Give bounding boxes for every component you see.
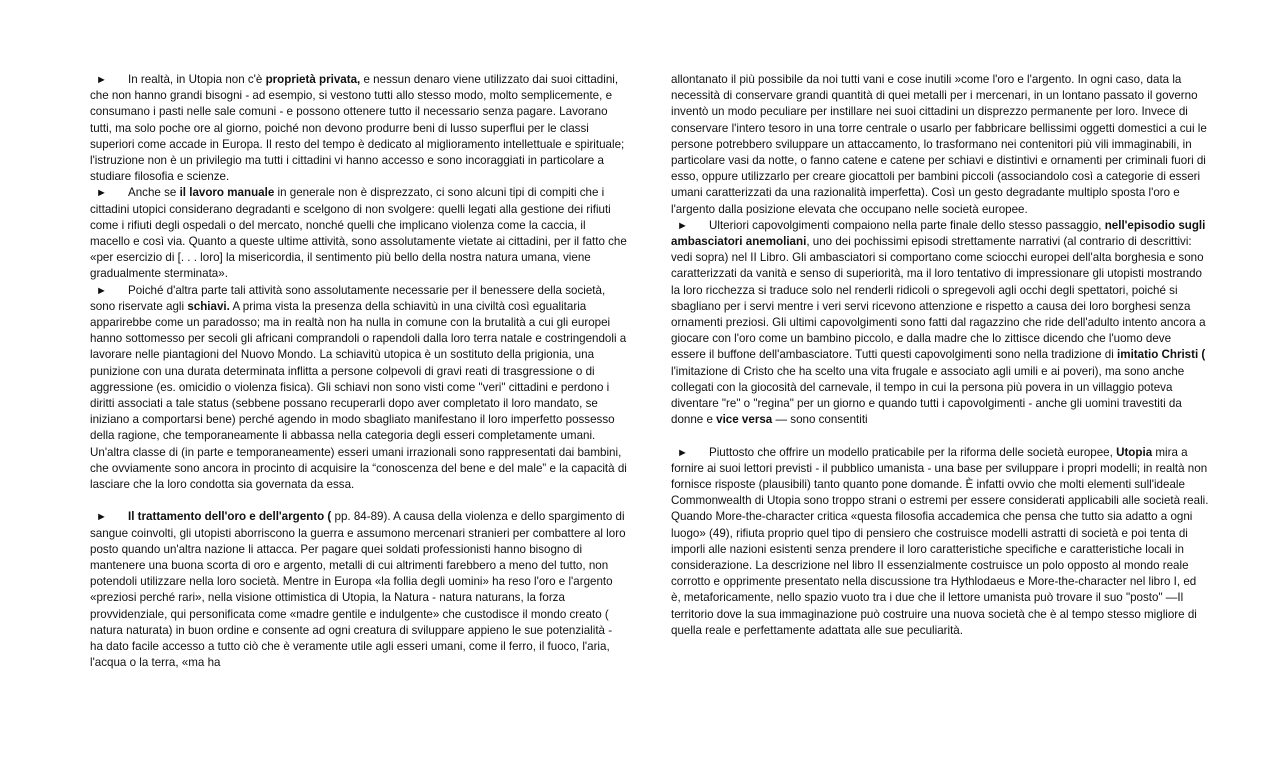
bullet-arrow-icon: ► — [96, 284, 107, 297]
text-run: A prima vista la presenza della schiavitù in una civiltà così egualitaria apparirebbe come un paradosso; ma in realtà non ha nulla in comune con la brutalità a cui gli europei hanno sottomesso per secoli gli africani comprandoli o rapendoli dalla loro terra natale e costringendoli a lavorare nelle piantagioni del Nuovo Mondo. La schiavitù utopica è un sostituto della prigionia, una punizione con una durata determinata inflitta a persone colpevoli di gravi reati di trasgressione o di aggressione (es. omicidio o violenza fisica). Gli schiavi non sono visti come "veri" cittadini e perdono i diritti associati a tale status (sebbene possano recuperarli dopo aver completato il loro mandato, se iniziano a comportarsi bene) perché agendo in modo sbagliato manifestano il loro imperfetto possesso della ragione, che temporaneamente li abbassa nella categoria degli esseri completamente umani. Un'altra classe di (in parte e temporaneamente) esseri umani irrazionali sono rappresentati dai bambini, che ovviamente sono ancora in procinto di acquisire la “conoscenza del bene e del male” e la capacità di lasciare che la loro condotta sia governata da essa. — [90, 299, 627, 492]
text-run: — sono consentiti — [772, 413, 868, 427]
right-column — [671, 72, 1209, 639]
text-run: e nessun denaro viene utilizzato dai suoi cittadini, che non hanno grandi bisogni - ad esempio, si vestono tutti allo stesso modo, molto semplicemente, e consumano i pasti nelle sale comuni - e possono ottenere tutto il necessario senza pagare. Lavorano tutti, ma solo poche ore al giorno, poiché non devono produrre beni di lusso superflui per le classi superiori come accade in Europa. Il resto del tempo è dedicato al miglioramento intellettuale e spirituale; l'istruzione non è un privilegio ma tutti i cittadini vi hanno accesso e sono incoraggiati in particolare a studiare filosofia e scienze. — [90, 73, 625, 184]
bold-text: imitatio Christi ( — [1117, 348, 1206, 362]
bullet-arrow-icon: ► — [96, 187, 107, 200]
bold-text: schiavi. — [187, 299, 230, 313]
left-column — [90, 72, 628, 672]
text-run: Ulteriori capovolgimenti compaiono nella parte finale dello stesso passaggio, — [709, 218, 1105, 232]
bullet-arrow-icon: ► — [96, 511, 107, 524]
bold-text: proprietà privata, — [265, 73, 361, 86]
text-run: Poiché d'altra parte tali attività sono assolutamente necessarie per il benessere della società, sono riservate agli — [90, 283, 606, 313]
bold-text: il lavoro manuale — [179, 186, 275, 200]
bullet-arrow-icon: ► — [677, 446, 688, 459]
text-run: Piuttosto che offrire un modello praticabile per la riforma delle società europee, — [709, 445, 1117, 459]
text-run: Anche se — [128, 186, 180, 200]
bullet-arrow-icon: ► — [677, 219, 688, 232]
paragraph-gap — [671, 428, 1209, 444]
bold-text: vice versa — [716, 413, 773, 427]
paragraph — [671, 218, 1209, 429]
text-run: allontanato il più possibile da noi tutti vani e cose inutili »come l'oro e l'argento. In ogni caso, data la necessità di conservare grandi quantità di quei metalli per i mercenari, in un lontano passato il governo inventò un modo peculiare per instillare nei suoi cittadini un disprezzo permanente per loro. Invece di conservare l'intero tesoro in una torre centrale o usarlo per fabbricare bellissimi oggetti domestici a cui le persone potrebbero sviluppare un attaccamento, lo trasformano nei contenitori più vili immaginabili, in particolare vasi da notte, o fanno catene e catene per schiavi e distintivi e ornamenti per criminali fuori di esso, oppure utilizzarlo per creare giocattoli per bambini piccoli (associandolo così a categorie di esseri umani caratterizzati da una razionalità imperfetta). Così un gesto degradante multiplo sposta l'oro e l'argento dalla posizione elevata che occupano nelle società europee. — [671, 73, 1207, 216]
text-run: mira a fornire ai suoi lettori previsti - il pubblico umanista - una base per sviluppare i propri modelli; in realtà non fornisce risposte (plausibili) tanto quanto pone domande. È infatti ovvio che molti elementi sull'ideale Commonwealth di Utopia sono troppo strani o estremi per essere considerati applicabili alle società reali. Quando More-the-character critica «questa filosofia accademica che pensa che tutto sia adatto a ogni luogo» (49), rifiuta proprio quel tipo di pensiero che costruisce modelli astratti di società e poi tenta di imporli alle nazioni esistenti senza prendere il loro caratteristiche specifiche e caratteristiche locali in considerazione. La descrizione nel libro II essenzialmente costruisce un polo opposto al mondo reale corrotto e opprimente presentato nella discussione tra Hythlodaeus e More-the-character nel libro I, ed è, metaforicamente, nello spazio vuoto tra i due che il lettore umanista può trovare il suo "posto" —Il territorio dove la sua immaginazione può costruire una nuova società che è al tempo stesso migliore di quella reale e perfettamente adattata alle sue peculiarità. — [671, 445, 1209, 637]
bold-text: nell'episodio sugli ambasciatori anemoliani — [671, 218, 1206, 249]
paragraph — [90, 72, 628, 185]
text-run: , uno dei pochissimi episodi strettamente narrativi (al contrario di descrittivi: vedi sopra) nel II Libro. Gli ambasciatori si comportano come sciocchi europei dell'alta borghesia e sono caratterizzati da vanità e senso di superiorità, ma il loro tentativo di impressionare gli utopisti mostrando la loro ricchezza si traduce solo nel renderli ridicoli o spregevoli agli occhi degli spettatori, poiché si sbagliano per i servi mentre i veri servi ricevono attenzione e rispetto a causa dei loro borghesi senza ornamenti preziosi. Gli ultimi capovolgimenti sono fatti dal ragazzino che ride dell'adulto intento ancora a giocare con l'oro come un bambino piccolo, e dalla madre che lo zittisce dicendo che l'uomo deve essere il buffone dell'ambasciatore. Tutti questi capovolgimenti sono nella tradizione di — [671, 235, 1206, 362]
text-run: in generale non è disprezzato, ci sono alcuni tipi di compiti che i cittadini utopici considerano degradanti e scelgono di non svolgere: quelli legati alla gestione dei rifiuti come i rifiuti degli ospedali o del mercato, nonché quelli che implicano violenza come la caccia, il macello e così via. Quanto a queste ultime attività, sono assolutamente vietate ai cittadini, per il fatto che «per esercizio di [. . . loro] la misericordia, il sentimento più bello della nostra natura umana, viene gradualmente sterminata». — [90, 186, 627, 281]
paragraph — [671, 445, 1209, 639]
bullet-arrow-icon: ► — [96, 74, 107, 86]
paragraph — [90, 509, 628, 671]
bold-text: Utopia — [1116, 445, 1153, 459]
text-run: l'imitazione di Cristo che ha scelto una vita frugale e associato agli umili e ai poveri), ma sono anche collegati con la giocosità del carnevale, il tempo in cui la persona più povera in un villaggio poteva diventare "re" o "regina" per un giorno e quando tutti i capovolgimenti - anche gli uomini travestiti da donne e — [671, 364, 1185, 427]
text-run: In realtà, in Utopia non c'è — [128, 73, 266, 86]
paragraph — [90, 185, 628, 282]
paragraph-gap — [90, 493, 628, 509]
text-run: pp. 84-89). A causa della violenza e dello spargimento di sangue coinvolti, gli utopisti aborriscono la guerra e assumono mercenari stranieri per combattere al loro posto quando un'altra nazione li attacca. Per pagare quei soldati professionisti hanno bisogno di mantenere una buona scorta di oro e argento, metalli di cui altrimenti farebbero a meno del tutto, non potendoli utilizzare nella loro società. Mentre in Europa «la follia degli uomini» ha reso l'oro e l'argento «preziosi perché rari», nella visione ottimistica di Utopia, la Natura - natura naturans, la forza provvidenziale, qui personificata come «madre gentile e indulgente» che custodisce il mondo creato ( natura naturata) in buon ordine e consente ad ogni creatura di sviluppare appieno le sue potenzialità - ha dato facile accesso a tutto ciò che è veramente utile agli esseri umani, come il ferro, il fuoco, l'aria, l'acqua o la terra, «ma ha — [90, 510, 626, 670]
bold-text: Il trattamento dell'oro e dell'argento ( — [128, 510, 332, 524]
paragraph — [90, 283, 628, 494]
paragraph — [671, 72, 1209, 218]
